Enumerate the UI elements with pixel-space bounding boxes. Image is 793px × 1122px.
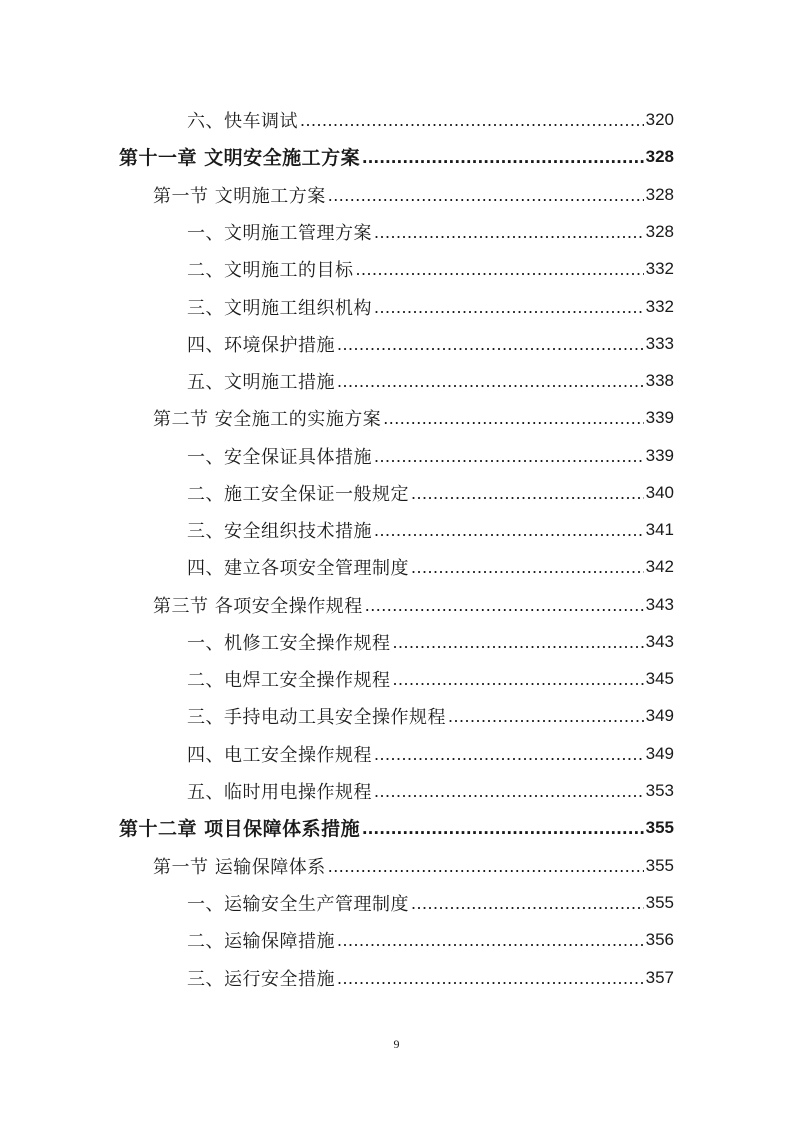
toc-entry-page: 320	[645, 109, 674, 129]
toc-entry-label: 三、手持电动工具安全操作规程	[187, 706, 446, 728]
toc-entry-label: 四、环境保护措施	[187, 334, 335, 356]
toc-entry-page: 349	[645, 743, 674, 763]
leader-dots	[374, 446, 644, 467]
toc-entry-label: 第二节 安全施工的实施方案	[153, 408, 382, 430]
toc-entry[interactable]	[119, 138, 674, 175]
toc-entry-label: 第十一章 文明安全施工方案	[119, 147, 361, 169]
leader-dots	[362, 147, 644, 169]
toc-entry-page: 341	[645, 519, 674, 539]
toc-entry[interactable]	[187, 921, 674, 958]
toc-entry-label: 一、文明施工管理方案	[187, 222, 372, 244]
toc-entry-label: 第一节 运输保障体系	[153, 856, 326, 878]
leader-dots	[362, 818, 644, 840]
leader-dots	[337, 968, 644, 989]
toc-entry-page: 357	[645, 967, 674, 987]
toc-entry[interactable]	[187, 959, 674, 996]
toc-entry-label: 三、文明施工组织机构	[187, 297, 372, 319]
leader-dots	[365, 595, 644, 616]
page-number: 9	[393, 1037, 400, 1051]
toc-entry-label: 六、快车调试	[187, 110, 298, 132]
toc-entry-label: 四、电工安全操作规程	[187, 744, 372, 766]
leader-dots	[448, 706, 644, 727]
toc-entry[interactable]	[187, 362, 674, 399]
toc-entry-page: 333	[645, 333, 674, 353]
toc-entry-page: 355	[645, 892, 674, 912]
toc-entry-page: 340	[645, 482, 674, 502]
leader-dots	[337, 334, 644, 355]
leader-dots	[374, 520, 644, 541]
toc-entry-label: 第三节 各项安全操作规程	[153, 595, 363, 617]
toc-entry-label: 一、运输安全生产管理制度	[187, 893, 409, 915]
leader-dots	[411, 893, 644, 914]
toc-entry[interactable]	[153, 399, 674, 436]
toc-entry-page: 342	[645, 556, 674, 576]
toc-entry-page: 355	[645, 855, 674, 875]
toc-entry[interactable]	[187, 250, 674, 287]
toc-entry-page: 339	[645, 445, 674, 465]
toc-entry-label: 二、施工安全保证一般规定	[187, 483, 409, 505]
toc-entry-page: 332	[645, 296, 674, 316]
leader-dots	[374, 781, 644, 802]
toc-entry[interactable]	[187, 437, 674, 474]
toc-entry-label: 五、文明施工措施	[187, 371, 335, 393]
leader-dots	[411, 557, 644, 578]
leader-dots	[300, 110, 644, 131]
toc-entry-page: 355	[645, 817, 674, 837]
leader-dots	[411, 483, 644, 504]
toc-entry[interactable]	[187, 288, 674, 325]
toc-entry[interactable]	[153, 847, 674, 884]
toc-entry-label: 一、机修工安全操作规程	[187, 632, 391, 654]
toc-entry-label: 第一节 文明施工方案	[153, 185, 326, 207]
leader-dots	[337, 930, 644, 951]
toc-entry-page: 343	[645, 631, 674, 651]
toc-entry[interactable]	[153, 176, 674, 213]
toc-entry[interactable]	[187, 325, 674, 362]
toc-entry[interactable]	[119, 809, 674, 846]
toc-entry[interactable]	[187, 623, 674, 660]
toc-entry-page: 338	[645, 370, 674, 390]
leader-dots	[374, 297, 644, 318]
toc-entry-page: 328	[645, 221, 674, 241]
toc-entry-label: 二、运输保障措施	[187, 930, 335, 952]
toc-entry-label: 三、运行安全措施	[187, 968, 335, 990]
toc-entry-label: 一、安全保证具体措施	[187, 446, 372, 468]
toc-entry-label: 第十二章 项目保障体系措施	[119, 818, 361, 840]
toc-entry[interactable]	[153, 586, 674, 623]
toc-entry-label: 二、电焊工安全操作规程	[187, 669, 391, 691]
toc-entry-label: 三、安全组织技术措施	[187, 520, 372, 542]
toc-entry-page: 356	[645, 929, 674, 949]
toc-entry-page: 345	[645, 668, 674, 688]
toc-entry-page: 343	[645, 594, 674, 614]
toc-entry[interactable]	[187, 474, 674, 511]
toc-entry-page: 328	[645, 146, 674, 166]
leader-dots	[383, 408, 643, 429]
leader-dots	[374, 222, 644, 243]
toc-entry[interactable]	[187, 697, 674, 734]
leader-dots	[328, 856, 644, 877]
leader-dots	[328, 185, 644, 206]
toc-entry[interactable]	[187, 548, 674, 585]
leader-dots	[337, 371, 644, 392]
toc-entry-page: 339	[645, 407, 674, 427]
toc-entry-page: 353	[645, 780, 674, 800]
leader-dots	[393, 669, 644, 690]
toc-entry-label: 二、文明施工的目标	[187, 259, 354, 281]
toc-entry[interactable]	[187, 884, 674, 921]
toc-entry-page: 328	[645, 184, 674, 204]
toc-entry-page: 349	[645, 705, 674, 725]
toc-entry[interactable]	[187, 101, 674, 138]
toc-entry[interactable]	[187, 660, 674, 697]
leader-dots	[393, 632, 644, 653]
toc-entry-label: 五、临时用电操作规程	[187, 781, 372, 803]
toc-entry[interactable]	[187, 511, 674, 548]
leader-dots	[356, 259, 644, 280]
toc-entry[interactable]	[187, 735, 674, 772]
leader-dots	[374, 744, 644, 765]
toc-entry[interactable]	[187, 772, 674, 809]
toc-entry-page: 332	[645, 258, 674, 278]
toc-entry[interactable]	[187, 213, 674, 250]
toc-entry-label: 四、建立各项安全管理制度	[187, 557, 409, 579]
